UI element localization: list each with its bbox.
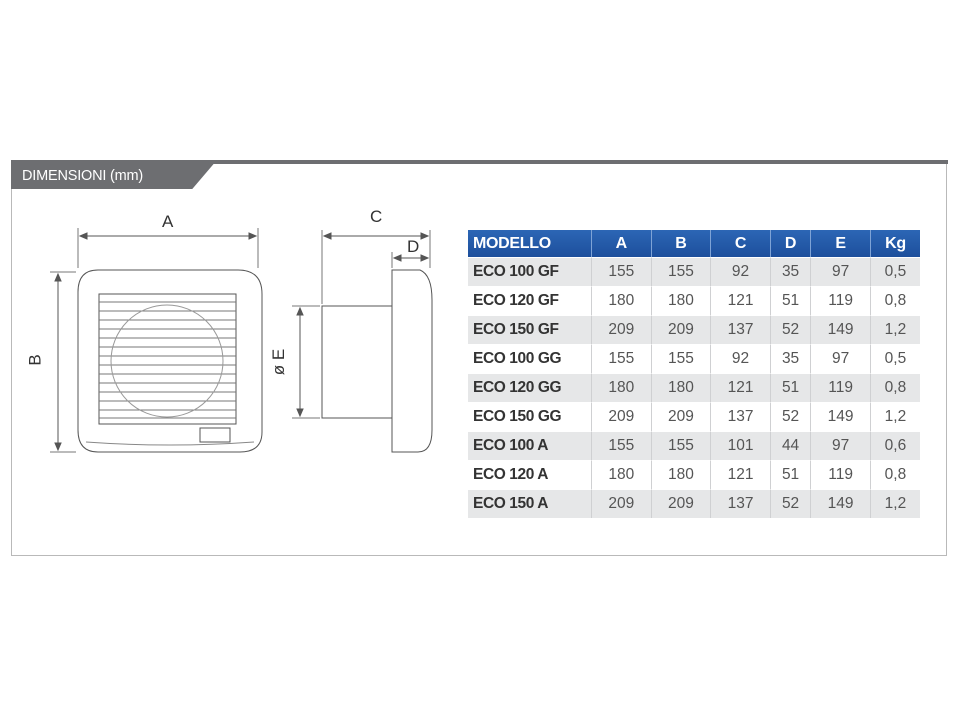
- cell-b: 209: [651, 402, 711, 431]
- cell-b: 180: [651, 373, 711, 402]
- column-header-c: C: [710, 230, 770, 257]
- cell-model: ECO 150 GF: [468, 315, 591, 344]
- cell-b: 180: [651, 286, 711, 315]
- column-header-b: B: [651, 230, 711, 257]
- cell-kg: 0,5: [870, 257, 920, 286]
- cell-c: 121: [710, 460, 770, 489]
- cell-kg: 1,2: [870, 402, 920, 431]
- cell-d: 35: [770, 344, 810, 373]
- cell-d: 51: [770, 373, 810, 402]
- cell-e: 97: [810, 431, 870, 460]
- cell-a: 209: [591, 489, 651, 518]
- cell-kg: 0,5: [870, 344, 920, 373]
- cell-model: ECO 120 A: [468, 460, 591, 489]
- cell-e: 97: [810, 257, 870, 286]
- cell-e: 149: [810, 402, 870, 431]
- table-row: [468, 489, 920, 518]
- cell-c: 92: [710, 344, 770, 373]
- panel-title: DIMENSIONI (mm): [22, 168, 144, 184]
- cell-b: 209: [651, 489, 711, 518]
- cell-kg: 1,2: [870, 315, 920, 344]
- cell-e: 149: [810, 489, 870, 518]
- column-header-kg: Kg: [870, 230, 920, 257]
- cell-kg: 1,2: [870, 489, 920, 518]
- cell-model: ECO 150 GG: [468, 402, 591, 431]
- table-row: [468, 315, 920, 344]
- cell-d: 52: [770, 315, 810, 344]
- cell-c: 92: [710, 257, 770, 286]
- cell-c: 137: [710, 402, 770, 431]
- cell-model: ECO 120 GF: [468, 286, 591, 315]
- dimensions-table: [468, 230, 920, 518]
- table-row: [468, 373, 920, 402]
- front-view-outer: [78, 270, 262, 452]
- column-header-modello: MODELLO: [468, 230, 591, 257]
- dimension-label-b: B: [25, 354, 45, 366]
- cell-e: 119: [810, 286, 870, 315]
- cell-kg: 0,8: [870, 373, 920, 402]
- table-row: [468, 460, 920, 489]
- cell-model: ECO 100 GF: [468, 257, 591, 286]
- table-row: [468, 344, 920, 373]
- cell-d: 52: [770, 402, 810, 431]
- column-header-a: A: [591, 230, 651, 257]
- cell-b: 180: [651, 460, 711, 489]
- cell-a: 180: [591, 286, 651, 315]
- dimension-label-e: ø E: [269, 348, 289, 376]
- side-view-front-plate: [392, 270, 432, 452]
- cell-d: 51: [770, 286, 810, 315]
- cell-b: 209: [651, 315, 711, 344]
- cell-c: 121: [710, 286, 770, 315]
- dimension-label-a: A: [162, 212, 174, 231]
- cell-c: 121: [710, 373, 770, 402]
- column-header-e: E: [810, 230, 870, 257]
- grille-slats: [99, 302, 236, 418]
- cell-e: 119: [810, 460, 870, 489]
- cell-d: 52: [770, 489, 810, 518]
- side-view-duct: [322, 306, 392, 418]
- cell-a: 209: [591, 402, 651, 431]
- cell-e: 119: [810, 373, 870, 402]
- cell-b: 155: [651, 431, 711, 460]
- cell-kg: 0,8: [870, 286, 920, 315]
- fan-impeller-outline: [111, 305, 223, 417]
- cell-a: 155: [591, 257, 651, 286]
- cell-kg: 0,6: [870, 431, 920, 460]
- cell-c: 137: [710, 315, 770, 344]
- cell-e: 97: [810, 344, 870, 373]
- dimension-label-c: C: [370, 207, 383, 226]
- cell-b: 155: [651, 257, 711, 286]
- cell-d: 44: [770, 431, 810, 460]
- cell-d: 35: [770, 257, 810, 286]
- cell-model: ECO 100 A: [468, 431, 591, 460]
- table-row: [468, 286, 920, 315]
- cell-a: 155: [591, 344, 651, 373]
- cell-b: 155: [651, 344, 711, 373]
- table-header-row: [468, 230, 920, 257]
- table-row: [468, 431, 920, 460]
- dimension-label-d: D: [407, 237, 420, 256]
- cell-c: 101: [710, 431, 770, 460]
- indicator-window: [200, 428, 230, 442]
- cell-d: 51: [770, 460, 810, 489]
- cell-c: 137: [710, 489, 770, 518]
- cell-kg: 0,8: [870, 460, 920, 489]
- cell-a: 180: [591, 373, 651, 402]
- table-row: [468, 257, 920, 286]
- front-grille: [99, 294, 236, 424]
- cell-model: ECO 100 GG: [468, 344, 591, 373]
- cell-model: ECO 150 A: [468, 489, 591, 518]
- cell-a: 155: [591, 431, 651, 460]
- table-row: [468, 402, 920, 431]
- cell-a: 209: [591, 315, 651, 344]
- cell-model: ECO 120 GG: [468, 373, 591, 402]
- cell-e: 149: [810, 315, 870, 344]
- cell-a: 180: [591, 460, 651, 489]
- column-header-d: D: [770, 230, 810, 257]
